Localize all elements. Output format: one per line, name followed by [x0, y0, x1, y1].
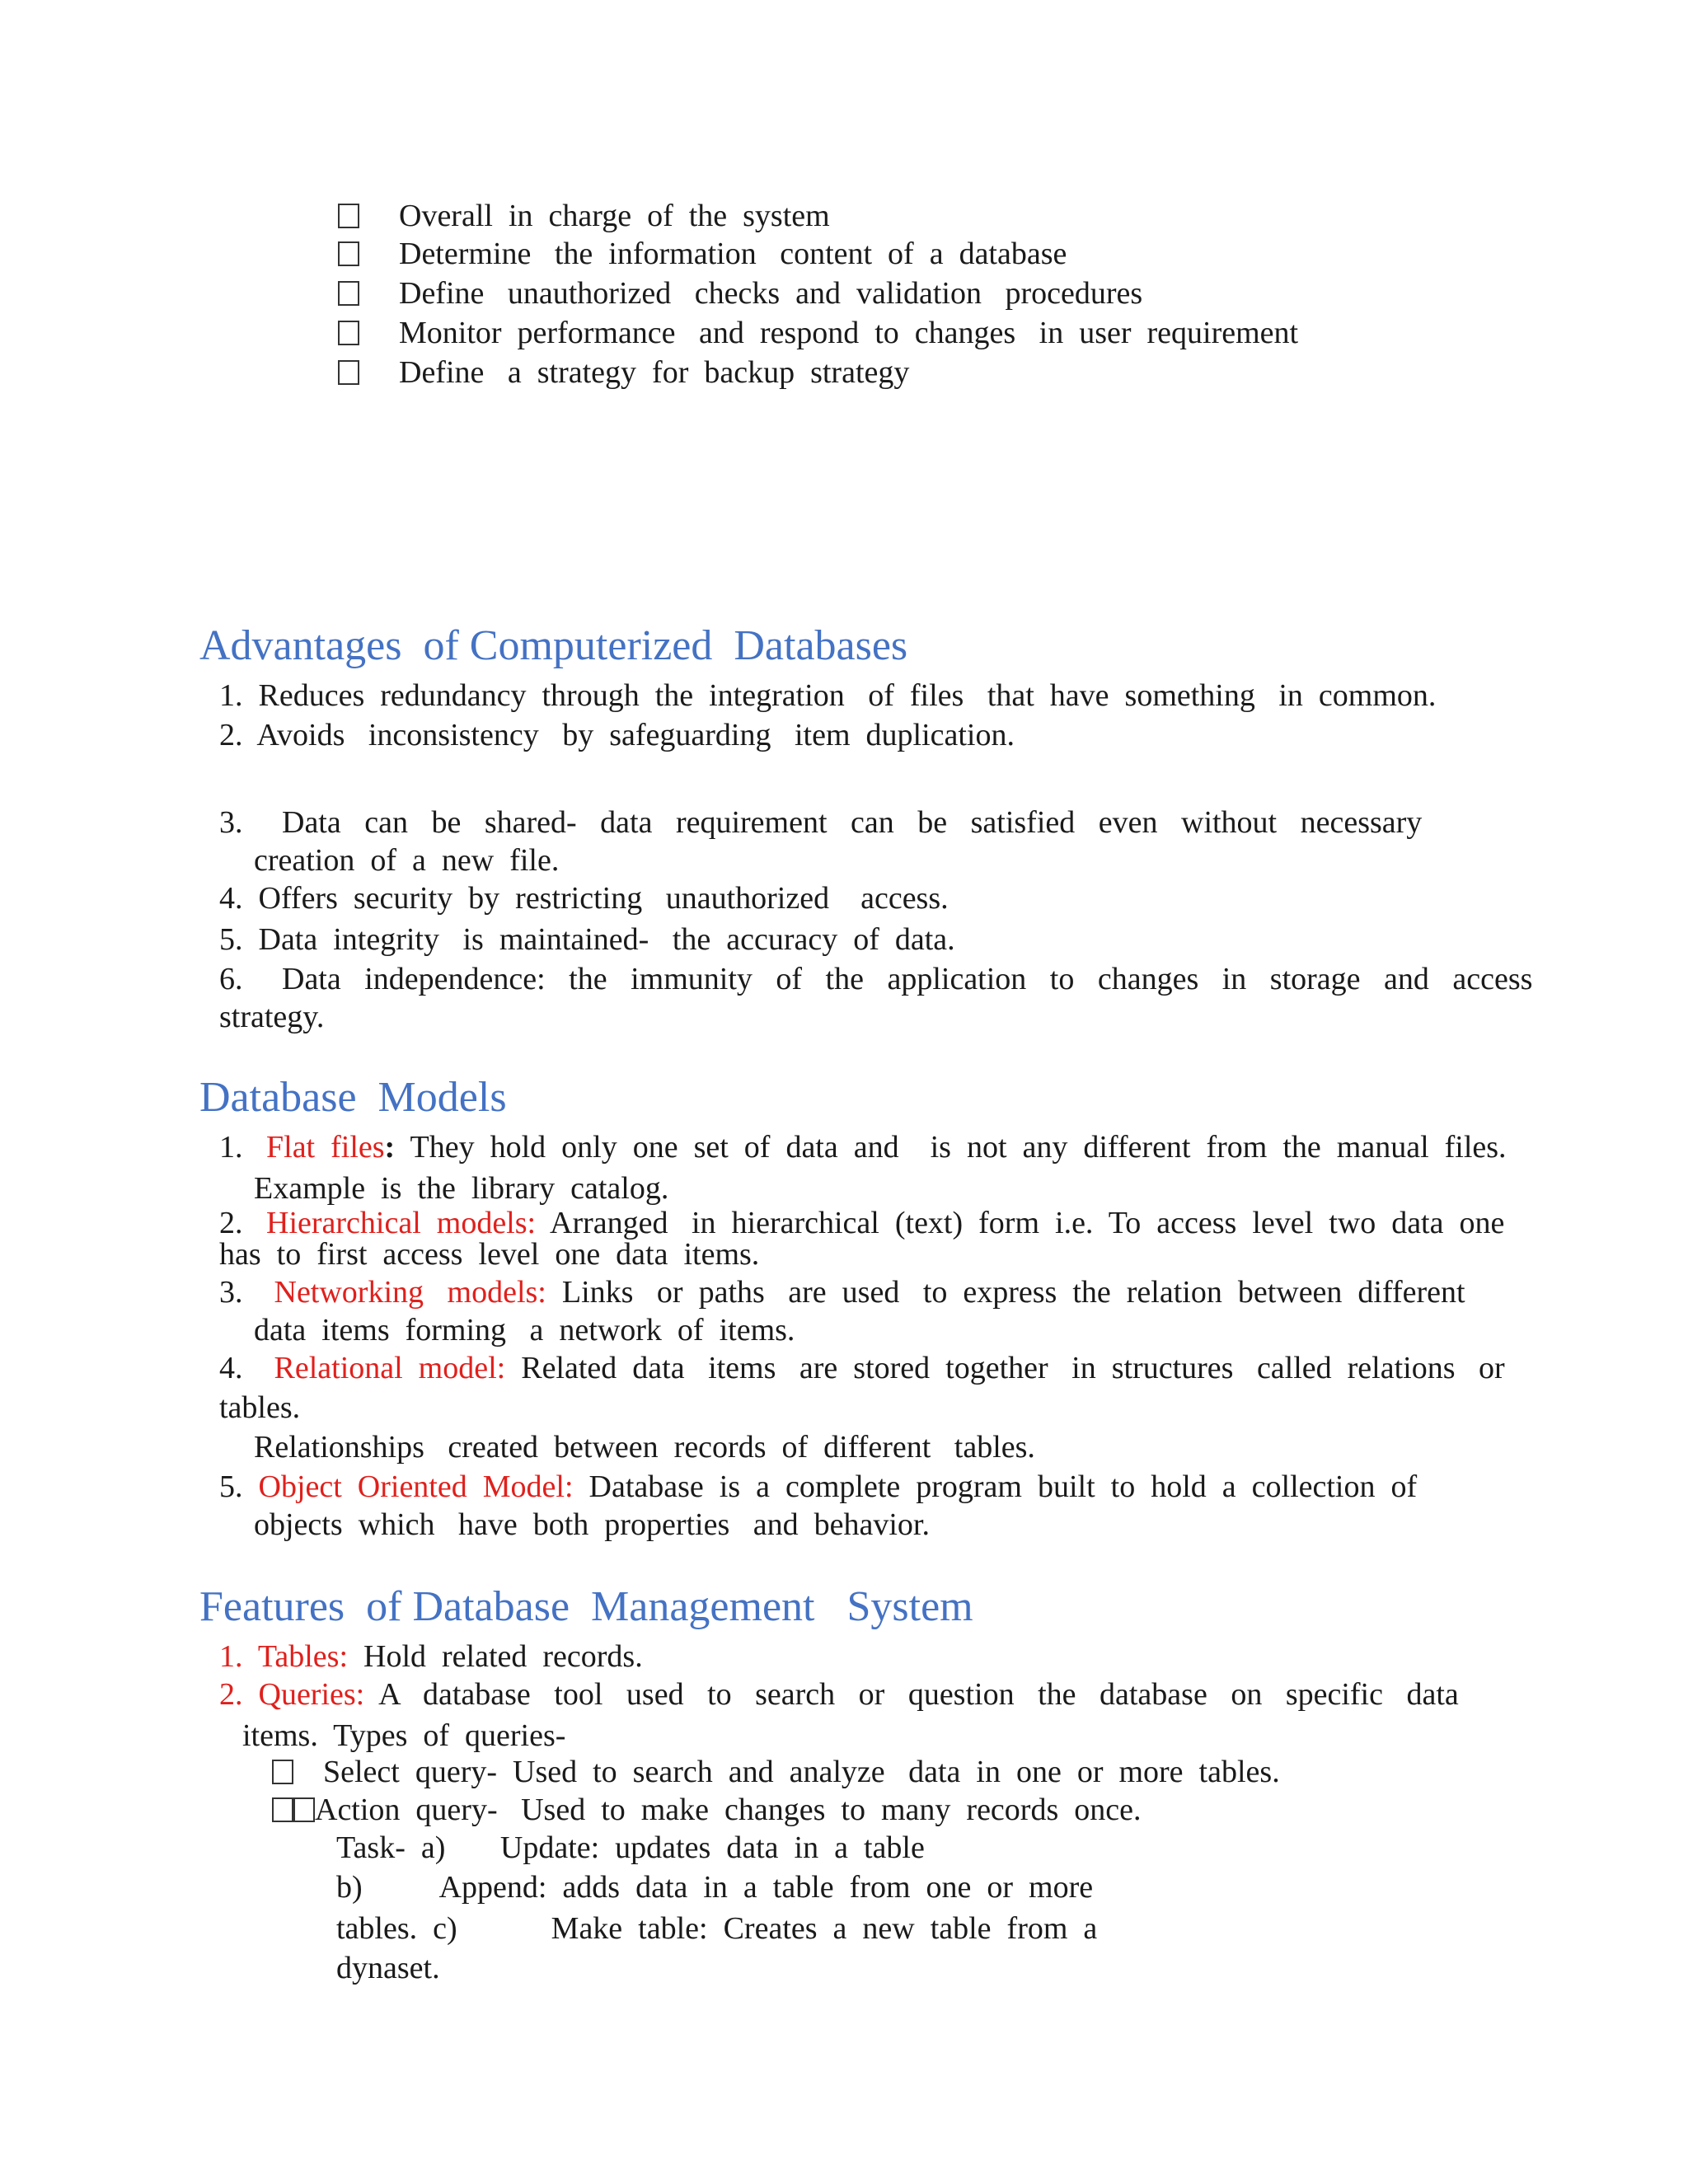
feature-item	[219, 1638, 643, 1675]
list-number: 4.	[219, 1351, 274, 1385]
task-line: b) Append: adds data in a table from one or more	[336, 1870, 1094, 1905]
bullet-item	[338, 354, 909, 391]
advantage-item-continued: creation of a new file.	[254, 843, 560, 878]
section-heading-advantages: Advantages of Computerized Databases	[199, 622, 908, 669]
task-line: tables. c) Make table: Creates a new table from a	[336, 1911, 1098, 1946]
checkbox-bullet-icon	[338, 281, 359, 306]
checkbox-bullet-icon	[338, 204, 359, 228]
model-term: Hierarchical models:	[266, 1206, 537, 1240]
advantage-item: 3. Data can be shared- data requirement can be satisfied even without necessary	[219, 805, 1423, 840]
checkbox-bullet-icon	[338, 360, 359, 385]
model-text: They hold only one set of data and is not any different from the manual files.	[395, 1130, 1507, 1165]
list-number: 5.	[219, 1469, 259, 1504]
bullet-text: Define a strategy for backup strategy	[399, 355, 910, 390]
advantage-item: 2. Avoids inconsistency by safeguarding item duplication.	[219, 718, 1015, 752]
query-item	[272, 1792, 1141, 1828]
model-item	[219, 1274, 1465, 1310]
task-line: Task- a) Update: updates data in a table	[336, 1830, 925, 1865]
feature-item	[219, 1676, 1459, 1713]
model-item-continued: Relationships created between records of different tables.	[254, 1430, 1035, 1465]
checkbox-bullet-icon	[272, 1797, 293, 1822]
advantage-item: 4. Offers security by restricting unauthorized access.	[219, 881, 949, 916]
bullet-item	[338, 315, 1298, 351]
model-item-continued: has to first access level one data items.	[219, 1237, 760, 1272]
model-item	[219, 1350, 1505, 1386]
checkbox-bullet-icon	[338, 321, 359, 345]
model-text: Links or paths are used to express the relation between different	[546, 1275, 1465, 1310]
bullet-text: Determine the information content of a database	[399, 237, 1067, 271]
task-line: dynaset.	[336, 1951, 440, 1985]
model-text: Related data items are stored together in structures called relations or	[505, 1351, 1505, 1385]
feature-term: 1. Tables:	[219, 1639, 349, 1674]
section-heading-features: Features of Database Management System	[199, 1583, 973, 1630]
model-term: Relational model:	[274, 1351, 506, 1385]
advantage-item-continued: strategy.	[219, 1000, 325, 1034]
bullet-item	[338, 275, 1142, 312]
feature-text: Hold related records.	[348, 1639, 643, 1674]
query-text: Action query- Used to make changes to many records once.	[315, 1793, 1142, 1827]
checkbox-bullet-icon	[272, 1760, 293, 1784]
list-number: 2.	[219, 1206, 266, 1240]
model-item	[219, 1469, 1417, 1505]
list-number: 3.	[219, 1275, 274, 1310]
bullet-item	[338, 236, 1067, 272]
section-heading-models: Database Models	[199, 1074, 507, 1121]
model-colon: :	[384, 1130, 396, 1165]
query-text: Select query- Used to search and analyze data in one or more tables.	[323, 1755, 1280, 1789]
feature-term: 2. Queries:	[219, 1677, 365, 1712]
feature-text: A database tool used to search or question the database on specific data	[364, 1677, 1459, 1712]
advantage-item: 5. Data integrity is maintained- the accuracy of data.	[219, 922, 955, 957]
query-item	[272, 1754, 1280, 1790]
bullet-item	[338, 198, 830, 234]
advantage-item: 6. Data independence: the immunity of the application to changes in storage and access	[219, 962, 1533, 996]
checkbox-bullet-icon	[338, 241, 359, 266]
model-item-continued: Example is the library catalog.	[254, 1171, 669, 1206]
checkbox-bullet-icon	[293, 1797, 315, 1822]
bullet-text: Overall in charge of the system	[399, 199, 830, 233]
model-term: Networking models:	[274, 1275, 546, 1310]
model-item-continued: tables.	[219, 1390, 301, 1425]
model-text: Database is a complete program built to hold a collection of	[573, 1469, 1418, 1504]
model-item-continued: data items forming a network of items.	[254, 1313, 795, 1347]
model-text: Arranged in hierarchical (text) form i.e. To access level two data one	[536, 1206, 1505, 1240]
bullet-text: Define unauthorized checks and validation procedures	[399, 276, 1143, 311]
bullet-text: Monitor performance and respond to changes in user requirement	[399, 316, 1299, 350]
feature-item-continued: items. Types of queries-	[242, 1718, 566, 1753]
model-term: Object Oriented Model:	[258, 1469, 574, 1504]
advantage-item: 1. Reduces redundancy through the integration of files that have something in common.	[219, 678, 1437, 713]
list-number: 1.	[219, 1130, 266, 1165]
model-item	[219, 1129, 1507, 1165]
model-term: Flat files	[266, 1130, 385, 1165]
model-item-continued: objects which have both properties and behavior.	[254, 1507, 930, 1542]
